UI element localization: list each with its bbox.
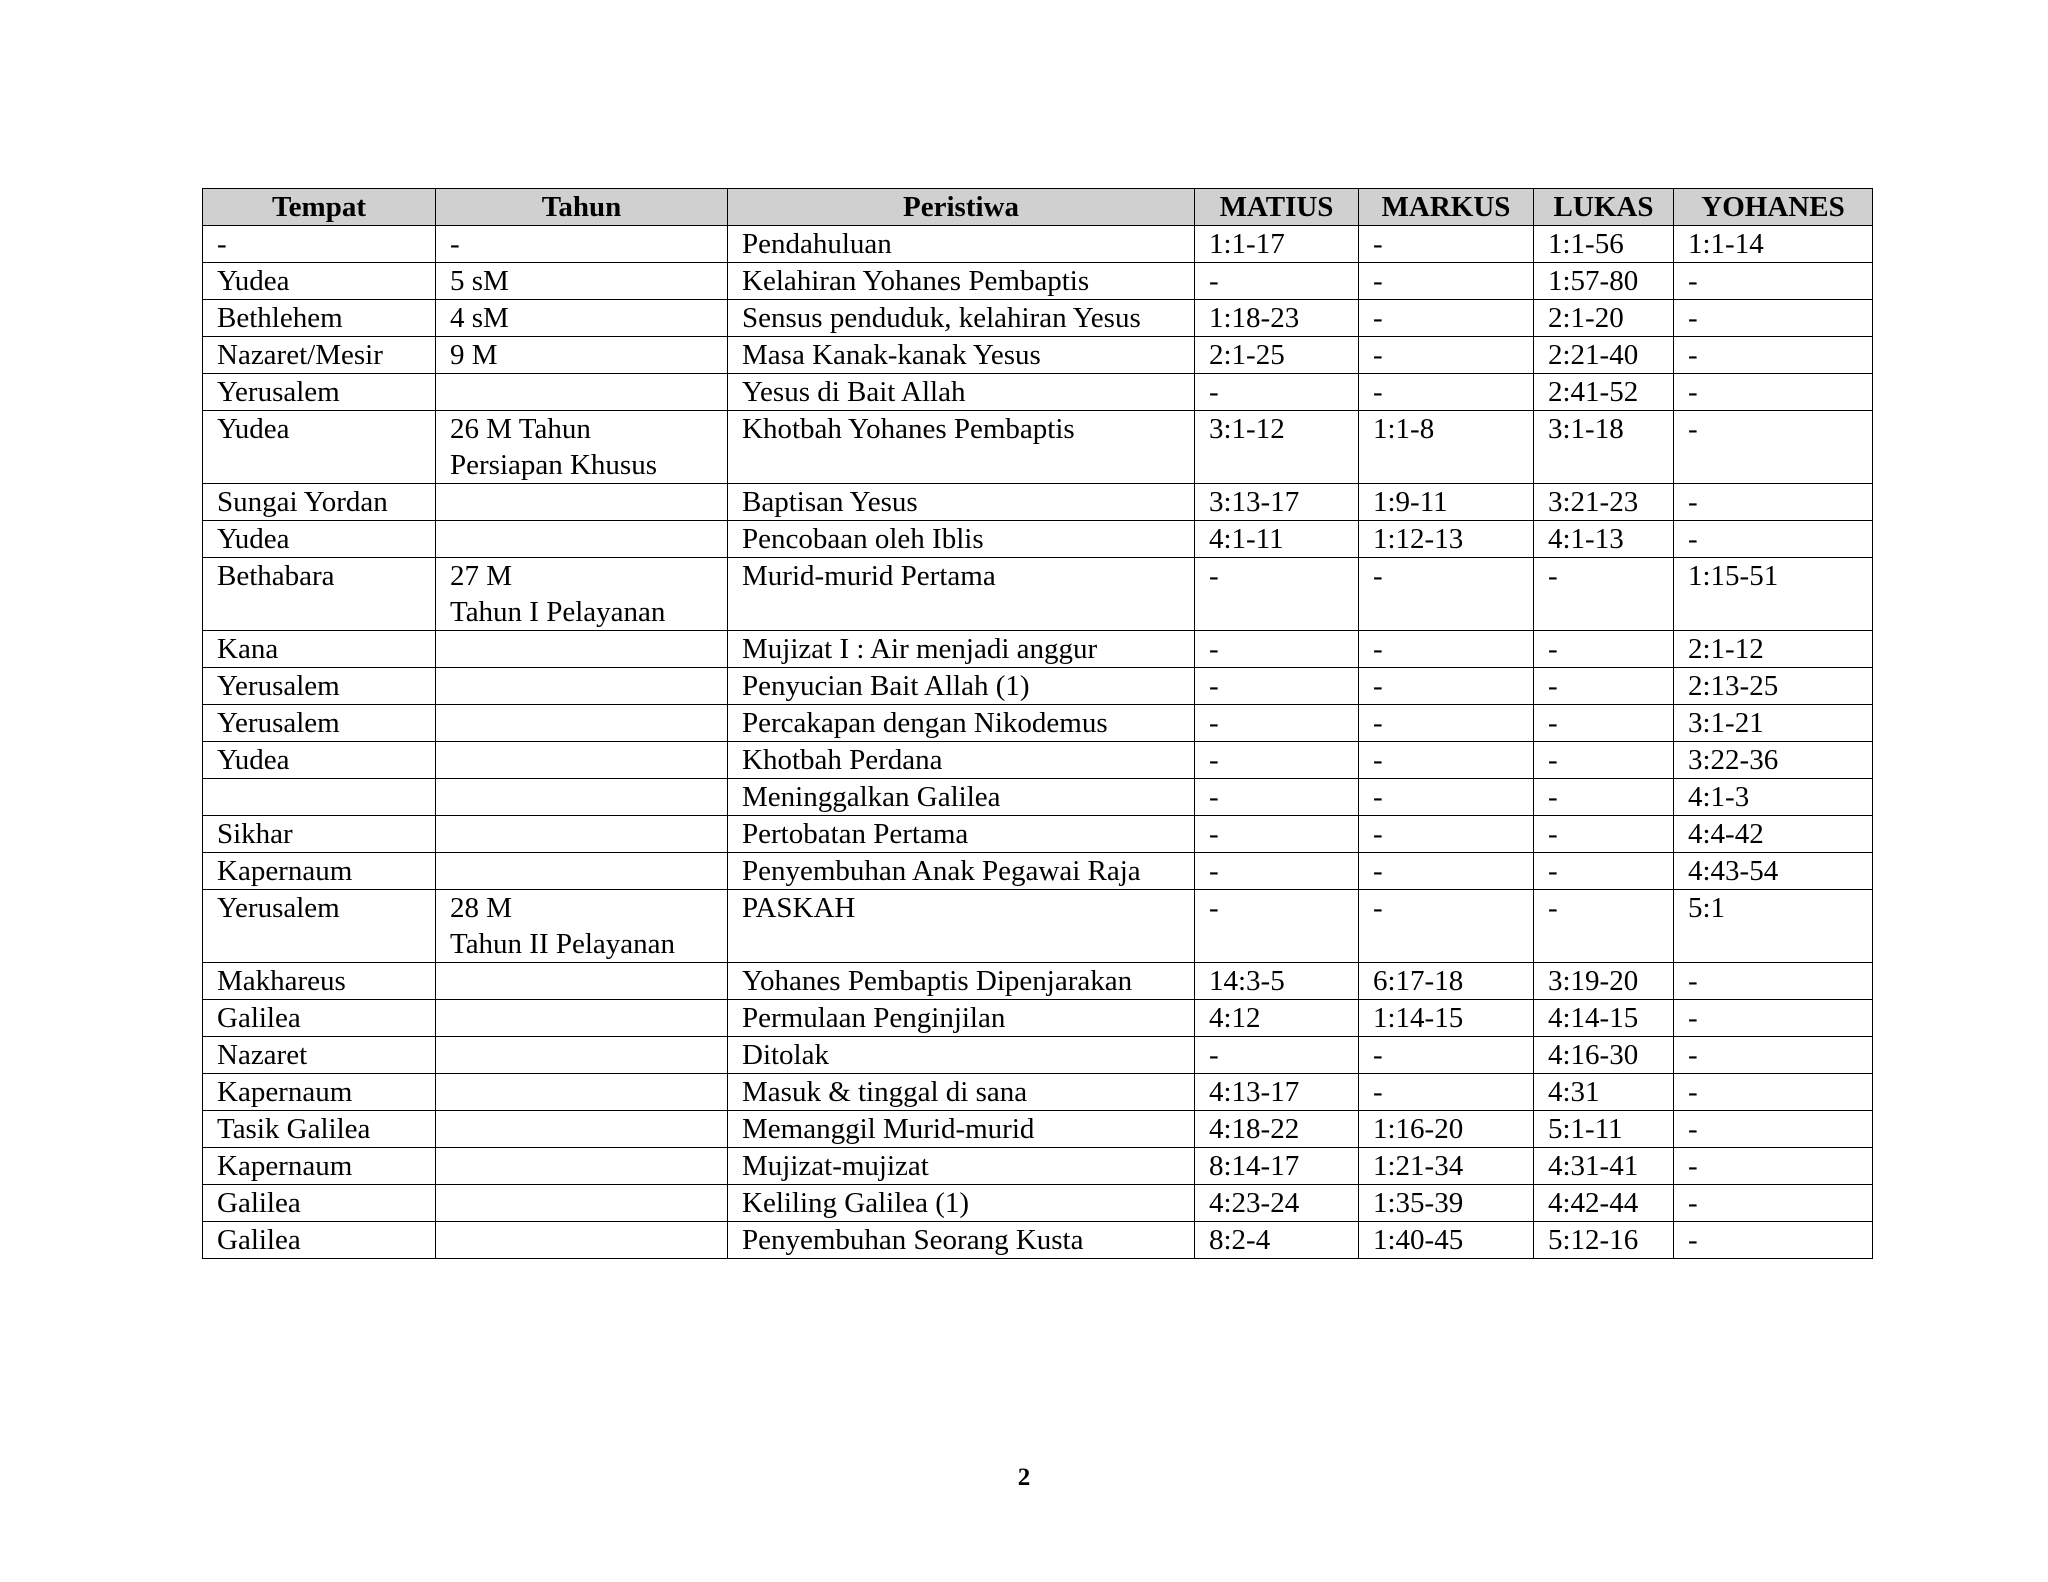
table-row <box>203 705 1873 742</box>
header-tempat: Tempat <box>203 189 436 226</box>
cell-markus: 1:1-8 <box>1359 411 1534 484</box>
cell-matius: - <box>1195 816 1359 853</box>
cell-yohanes: - <box>1674 263 1873 300</box>
cell-yohanes: - <box>1674 1111 1873 1148</box>
cell-tempat: Yudea <box>203 742 436 779</box>
cell-lukas: 4:16-30 <box>1534 1037 1674 1074</box>
cell-yohanes: - <box>1674 484 1873 521</box>
cell-tahun <box>436 521 728 558</box>
cell-tempat: Kapernaum <box>203 1148 436 1185</box>
table-row <box>203 853 1873 890</box>
cell-markus: - <box>1359 742 1534 779</box>
cell-tahun: 4 sM <box>436 300 728 337</box>
cell-matius: - <box>1195 742 1359 779</box>
cell-matius: 4:13-17 <box>1195 1074 1359 1111</box>
cell-tahun <box>436 853 728 890</box>
cell-matius: - <box>1195 631 1359 668</box>
cell-peristiwa: Yohanes Pembaptis Dipenjarakan <box>728 963 1195 1000</box>
table-body <box>203 226 1873 1259</box>
cell-yohanes: - <box>1674 1222 1873 1259</box>
cell-markus: - <box>1359 631 1534 668</box>
cell-tahun <box>436 1148 728 1185</box>
cell-markus: - <box>1359 816 1534 853</box>
cell-tempat: Kana <box>203 631 436 668</box>
cell-tahun: 5 sM <box>436 263 728 300</box>
cell-yohanes: - <box>1674 374 1873 411</box>
cell-matius: - <box>1195 853 1359 890</box>
cell-yohanes: - <box>1674 963 1873 1000</box>
cell-tahun <box>436 374 728 411</box>
cell-yohanes: - <box>1674 521 1873 558</box>
cell-matius: 1:1-17 <box>1195 226 1359 263</box>
cell-tempat: Sungai Yordan <box>203 484 436 521</box>
header-yohanes: YOHANES <box>1674 189 1873 226</box>
cell-markus: 6:17-18 <box>1359 963 1534 1000</box>
table-row <box>203 263 1873 300</box>
cell-peristiwa: Memanggil Murid-murid <box>728 1111 1195 1148</box>
cell-tempat: - <box>203 226 436 263</box>
cell-markus: 1:16-20 <box>1359 1111 1534 1148</box>
cell-lukas: 3:19-20 <box>1534 963 1674 1000</box>
cell-yohanes: - <box>1674 300 1873 337</box>
cell-markus: 1:9-11 <box>1359 484 1534 521</box>
cell-matius: - <box>1195 558 1359 631</box>
cell-lukas: 1:1-56 <box>1534 226 1674 263</box>
table-row <box>203 631 1873 668</box>
cell-tahun: - <box>436 226 728 263</box>
table-row <box>203 1037 1873 1074</box>
cell-lukas: - <box>1534 558 1674 631</box>
cell-peristiwa: Pertobatan Pertama <box>728 816 1195 853</box>
cell-matius: 2:1-25 <box>1195 337 1359 374</box>
cell-lukas: 4:14-15 <box>1534 1000 1674 1037</box>
cell-markus: 1:12-13 <box>1359 521 1534 558</box>
cell-matius: 3:1-12 <box>1195 411 1359 484</box>
cell-tahun <box>436 1185 728 1222</box>
cell-tahun <box>436 963 728 1000</box>
cell-lukas: 2:41-52 <box>1534 374 1674 411</box>
cell-tahun <box>436 1111 728 1148</box>
cell-tahun <box>436 631 728 668</box>
header-row <box>203 189 1873 226</box>
table-row <box>203 963 1873 1000</box>
cell-tempat: Galilea <box>203 1185 436 1222</box>
cell-peristiwa: Meninggalkan Galilea <box>728 779 1195 816</box>
cell-matius: 8:14-17 <box>1195 1148 1359 1185</box>
cell-matius: 4:12 <box>1195 1000 1359 1037</box>
cell-tahun <box>436 1037 728 1074</box>
cell-tahun <box>436 705 728 742</box>
cell-peristiwa: Khotbah Yohanes Pembaptis <box>728 411 1195 484</box>
table-row <box>203 521 1873 558</box>
cell-markus: - <box>1359 890 1534 963</box>
cell-yohanes: 4:4-42 <box>1674 816 1873 853</box>
cell-matius: - <box>1195 705 1359 742</box>
header-lukas: LUKAS <box>1534 189 1674 226</box>
cell-tempat: Bethlehem <box>203 300 436 337</box>
cell-yohanes: - <box>1674 1037 1873 1074</box>
cell-peristiwa: Masa Kanak-kanak Yesus <box>728 337 1195 374</box>
table-row <box>203 337 1873 374</box>
cell-matius: 4:23-24 <box>1195 1185 1359 1222</box>
cell-lukas: 1:57-80 <box>1534 263 1674 300</box>
cell-tahun <box>436 1074 728 1111</box>
cell-markus: 1:35-39 <box>1359 1185 1534 1222</box>
cell-markus: - <box>1359 300 1534 337</box>
table-row <box>203 1222 1873 1259</box>
cell-tahun: 27 M Tahun I Pelayanan <box>436 558 728 631</box>
cell-tahun <box>436 816 728 853</box>
table-row <box>203 226 1873 263</box>
table-row <box>203 1185 1873 1222</box>
cell-markus: 1:14-15 <box>1359 1000 1534 1037</box>
gospel-harmony-table-wrapper <box>202 188 1872 1259</box>
cell-peristiwa: Baptisan Yesus <box>728 484 1195 521</box>
cell-tempat: Kapernaum <box>203 853 436 890</box>
cell-tempat: Yerusalem <box>203 890 436 963</box>
table-row <box>203 890 1873 963</box>
cell-peristiwa: Penyembuhan Anak Pegawai Raja <box>728 853 1195 890</box>
cell-peristiwa: Pencobaan oleh Iblis <box>728 521 1195 558</box>
cell-matius: 14:3-5 <box>1195 963 1359 1000</box>
cell-lukas: 5:1-11 <box>1534 1111 1674 1148</box>
table-row <box>203 668 1873 705</box>
cell-peristiwa: Murid-murid Pertama <box>728 558 1195 631</box>
cell-lukas: 3:1-18 <box>1534 411 1674 484</box>
page-number: 2 <box>1017 1464 1031 1491</box>
table-row <box>203 1074 1873 1111</box>
cell-tempat: Tasik Galilea <box>203 1111 436 1148</box>
cell-markus: - <box>1359 558 1534 631</box>
cell-yohanes: - <box>1674 1148 1873 1185</box>
cell-yohanes: - <box>1674 1074 1873 1111</box>
cell-tempat: Kapernaum <box>203 1074 436 1111</box>
cell-markus: 1:40-45 <box>1359 1222 1534 1259</box>
cell-tahun <box>436 1222 728 1259</box>
cell-lukas: 4:31-41 <box>1534 1148 1674 1185</box>
cell-matius: 4:1-11 <box>1195 521 1359 558</box>
cell-yohanes: 2:13-25 <box>1674 668 1873 705</box>
cell-yohanes: 3:22-36 <box>1674 742 1873 779</box>
cell-lukas: - <box>1534 779 1674 816</box>
cell-yohanes: 4:43-54 <box>1674 853 1873 890</box>
cell-yohanes: - <box>1674 1000 1873 1037</box>
cell-markus: - <box>1359 263 1534 300</box>
cell-matius: - <box>1195 1037 1359 1074</box>
cell-lukas: 4:31 <box>1534 1074 1674 1111</box>
cell-lukas: - <box>1534 705 1674 742</box>
cell-yohanes: 1:15-51 <box>1674 558 1873 631</box>
cell-peristiwa: PASKAH <box>728 890 1195 963</box>
cell-tahun <box>436 742 728 779</box>
cell-markus: - <box>1359 337 1534 374</box>
cell-tempat: Yudea <box>203 263 436 300</box>
cell-peristiwa: Mujizat-mujizat <box>728 1148 1195 1185</box>
cell-peristiwa: Pendahuluan <box>728 226 1195 263</box>
header-markus: MARKUS <box>1359 189 1534 226</box>
cell-matius: 8:2-4 <box>1195 1222 1359 1259</box>
cell-lukas: 2:1-20 <box>1534 300 1674 337</box>
cell-tahun <box>436 668 728 705</box>
cell-markus: - <box>1359 1074 1534 1111</box>
cell-tempat: Bethabara <box>203 558 436 631</box>
cell-tahun <box>436 779 728 816</box>
cell-lukas: - <box>1534 890 1674 963</box>
cell-tempat: Sikhar <box>203 816 436 853</box>
cell-yohanes: - <box>1674 411 1873 484</box>
cell-lukas: - <box>1534 668 1674 705</box>
cell-markus: - <box>1359 779 1534 816</box>
cell-lukas: - <box>1534 631 1674 668</box>
cell-yohanes: - <box>1674 1185 1873 1222</box>
cell-peristiwa: Kelahiran Yohanes Pembaptis <box>728 263 1195 300</box>
cell-yohanes: 3:1-21 <box>1674 705 1873 742</box>
cell-matius: - <box>1195 779 1359 816</box>
cell-peristiwa: Permulaan Penginjilan <box>728 1000 1195 1037</box>
cell-matius: - <box>1195 890 1359 963</box>
cell-tempat <box>203 779 436 816</box>
cell-matius: - <box>1195 668 1359 705</box>
cell-tempat: Yudea <box>203 521 436 558</box>
table-row <box>203 1148 1873 1185</box>
cell-lukas: 4:1-13 <box>1534 521 1674 558</box>
table-row <box>203 742 1873 779</box>
cell-tempat: Galilea <box>203 1000 436 1037</box>
table-row <box>203 411 1873 484</box>
cell-tempat: Nazaret/Mesir <box>203 337 436 374</box>
cell-tempat: Yerusalem <box>203 705 436 742</box>
header-peristiwa: Peristiwa <box>728 189 1195 226</box>
cell-peristiwa: Penyembuhan Seorang Kusta <box>728 1222 1195 1259</box>
table-header <box>203 189 1873 226</box>
cell-markus: 1:21-34 <box>1359 1148 1534 1185</box>
cell-markus: - <box>1359 705 1534 742</box>
table-row <box>203 779 1873 816</box>
cell-markus: - <box>1359 1037 1534 1074</box>
cell-peristiwa: Percakapan dengan Nikodemus <box>728 705 1195 742</box>
cell-tahun: 9 M <box>436 337 728 374</box>
cell-yohanes: 1:1-14 <box>1674 226 1873 263</box>
cell-markus: - <box>1359 226 1534 263</box>
table-row <box>203 300 1873 337</box>
cell-markus: - <box>1359 853 1534 890</box>
cell-markus: - <box>1359 668 1534 705</box>
cell-tempat: Makhareus <box>203 963 436 1000</box>
cell-matius: 3:13-17 <box>1195 484 1359 521</box>
cell-tahun <box>436 484 728 521</box>
header-tahun: Tahun <box>436 189 728 226</box>
cell-tempat: Nazaret <box>203 1037 436 1074</box>
cell-peristiwa: Keliling Galilea (1) <box>728 1185 1195 1222</box>
cell-lukas: - <box>1534 742 1674 779</box>
header-matius: MATIUS <box>1195 189 1359 226</box>
cell-lukas: - <box>1534 853 1674 890</box>
cell-yohanes: 4:1-3 <box>1674 779 1873 816</box>
cell-peristiwa: Mujizat I : Air menjadi anggur <box>728 631 1195 668</box>
cell-yohanes: - <box>1674 337 1873 374</box>
cell-peristiwa: Penyucian Bait Allah (1) <box>728 668 1195 705</box>
cell-tempat: Yerusalem <box>203 374 436 411</box>
cell-tahun: 28 M Tahun II Pelayanan <box>436 890 728 963</box>
cell-peristiwa: Sensus penduduk, kelahiran Yesus <box>728 300 1195 337</box>
cell-matius: - <box>1195 374 1359 411</box>
table-row <box>203 374 1873 411</box>
table-row <box>203 1111 1873 1148</box>
cell-peristiwa: Ditolak <box>728 1037 1195 1074</box>
cell-peristiwa: Khotbah Perdana <box>728 742 1195 779</box>
cell-markus: - <box>1359 374 1534 411</box>
cell-lukas: 2:21-40 <box>1534 337 1674 374</box>
table-row <box>203 558 1873 631</box>
cell-yohanes: 2:1-12 <box>1674 631 1873 668</box>
cell-tempat: Yudea <box>203 411 436 484</box>
cell-tahun <box>436 1000 728 1037</box>
cell-lukas: 4:42-44 <box>1534 1185 1674 1222</box>
cell-matius: 4:18-22 <box>1195 1111 1359 1148</box>
gospel-harmony-table <box>202 188 1873 1259</box>
cell-matius: 1:18-23 <box>1195 300 1359 337</box>
table-row <box>203 484 1873 521</box>
cell-tahun: 26 M Tahun Persiapan Khusus <box>436 411 728 484</box>
cell-peristiwa: Yesus di Bait Allah <box>728 374 1195 411</box>
cell-peristiwa: Masuk & tinggal di sana <box>728 1074 1195 1111</box>
table-row <box>203 1000 1873 1037</box>
cell-lukas: 3:21-23 <box>1534 484 1674 521</box>
cell-matius: - <box>1195 263 1359 300</box>
cell-tempat: Yerusalem <box>203 668 436 705</box>
cell-tempat: Galilea <box>203 1222 436 1259</box>
cell-lukas: - <box>1534 816 1674 853</box>
cell-yohanes: 5:1 <box>1674 890 1873 963</box>
table-row <box>203 816 1873 853</box>
cell-lukas: 5:12-16 <box>1534 1222 1674 1259</box>
